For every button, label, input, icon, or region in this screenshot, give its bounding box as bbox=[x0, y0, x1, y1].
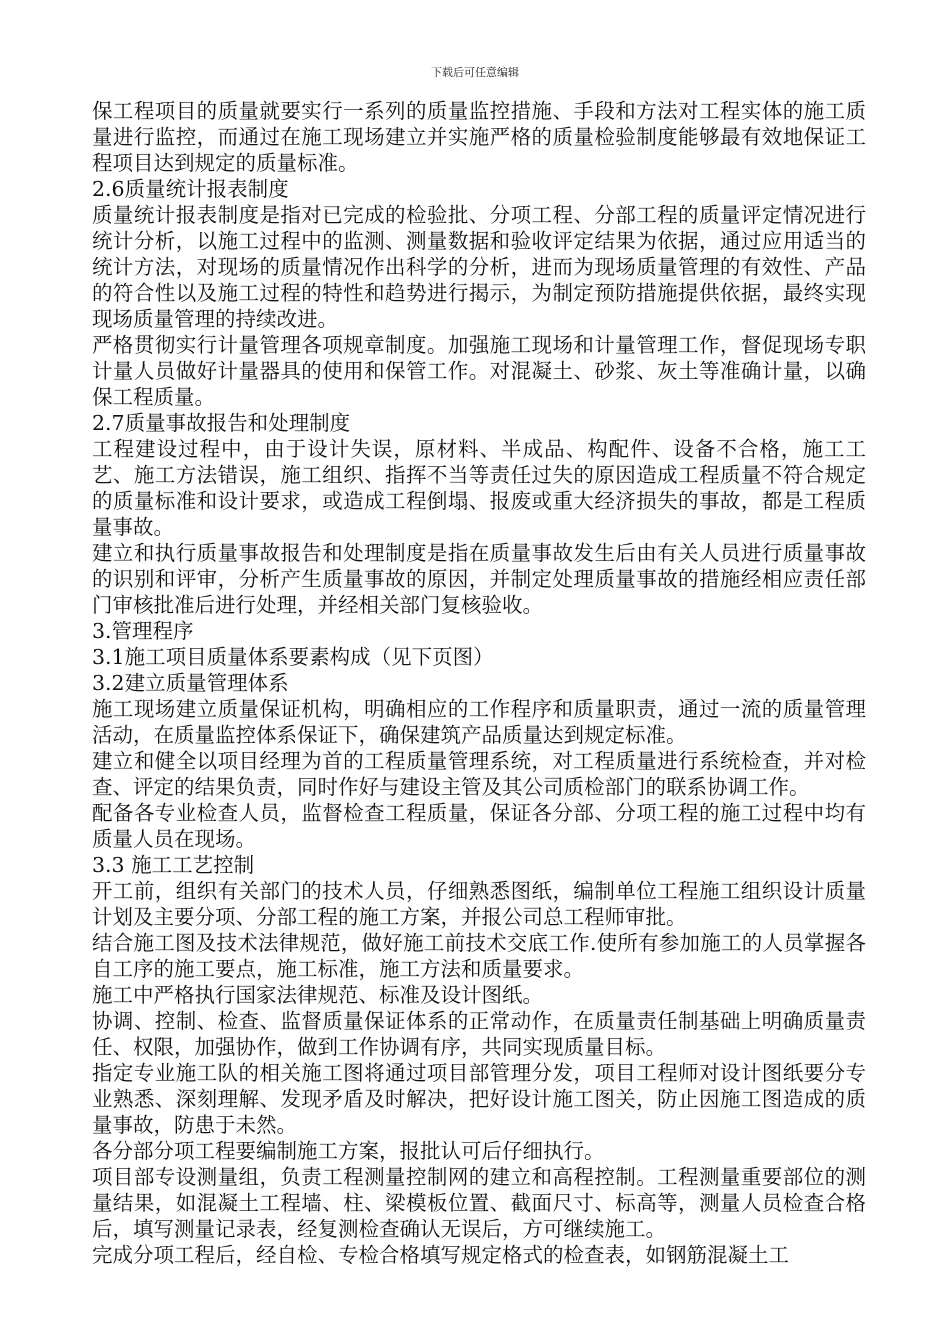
paragraph: 工程建设过程中，由于设计失误，原材料、半成品、构配件、设备不合格，施工工艺、施工方法错误，施工组织、指挥不当等责任过失的原因造成工程质量不符合规定的质量标准和设计要求，或造成工程倒塌、报废或重大经济损失的事故，都是工程质量事故。 bbox=[92, 437, 866, 539]
section-heading: 3.2建立质量管理体系 bbox=[92, 671, 289, 695]
section-heading: 2.7质量事故报告和处理制度 bbox=[92, 411, 351, 435]
paragraph: 开工前，组织有关部门的技术人员，仔细熟悉图纸，编制单位工程施工组织设计质量计划及主要分项、分部工程的施工方案，并报公司总工程师审批。 bbox=[92, 879, 866, 929]
document-body bbox=[92, 98, 866, 1268]
paragraph: 指定专业施工队的相关施工图将通过项目部管理分发，项目工程师对设计图纸要分专业熟悉、深刻理解、发现矛盾及时解决，把好设计施工图关，防止因施工图造成的质量事故，防患于未然。 bbox=[92, 1061, 866, 1137]
paragraph: 施工中严格执行国家法律规范、标准及设计图纸。 bbox=[92, 983, 543, 1007]
paragraph: 质量统计报表制度是指对已完成的检验批、分项工程、分部工程的质量评定情况进行统计分析，以施工过程中的监测、测量数据和验收评定结果为依据，通过应用适当的统计方法，对现场的质量情况作出科学的分析，进而为现场质量管理的有效性、产品的符合性以及施工过程的特性和趋势进行揭示，为制定预防措施提供依据，最终实现现场质量管理的持续改进。 bbox=[92, 203, 866, 331]
paragraph: 协调、控制、检查、监督质量保证体系的正常动作，在质量责任制基础上明确质量责任、权限，加强协作，做到工作协调有序，共同实现质量目标。 bbox=[92, 1009, 866, 1059]
paragraph: 建立和执行质量事故报告和处理制度是指在质量事故发生后由有关人员进行质量事故的识别和评审，分析产生质量事故的原因，并制定处理质量事故的措施经相应责任部门审核批准后进行处理，并经相关部门复核验收。 bbox=[92, 541, 866, 617]
paragraph: 建立和健全以项目经理为首的工程质量管理系统，对工程质量进行系统检查，并对检查、评定的结果负责，同时作好与建设主管及其公司质检部门的联系协调工作。 bbox=[92, 749, 866, 799]
section-heading: 3.3 施工工艺控制 bbox=[92, 853, 255, 877]
section-heading: 2.6质量统计报表制度 bbox=[92, 177, 289, 201]
paragraph: 严格贯彻实行计量管理各项规章制度。加强施工现场和计量管理工作，督促现场专职计量人员做好计量器具的使用和保管工作。对混凝土、砂浆、灰土等准确计量，以确保工程质量。 bbox=[92, 333, 866, 409]
paragraph: 各分部分项工程要编制施工方案，报批认可后仔细执行。 bbox=[92, 1139, 605, 1163]
paragraph: 配备各专业检查人员，监督检查工程质量，保证各分部、分项工程的施工过程中均有质量人员在现场。 bbox=[92, 801, 866, 851]
section-heading: 3.1施工项目质量体系要素构成（见下页图） bbox=[92, 645, 494, 669]
paragraph: 结合施工图及技术法律规范，做好施工前技术交底工作.使所有参加施工的人员掌握各自工序的施工要点，施工标准，施工方法和质量要求。 bbox=[92, 931, 866, 981]
paragraph: 施工现场建立质量保证机构，明确相应的工作程序和质量职责，通过一流的质量管理活动，在质量监控体系保证下，确保建筑产品质量达到规定标准。 bbox=[92, 697, 866, 747]
paragraph: 完成分项工程后，经自检、专检合格填写规定格式的检查表，如钢筋混凝土工 bbox=[92, 1243, 789, 1267]
paragraph: 保工程项目的质量就要实行一系列的质量监控措施、手段和方法对工程实体的施工质量进行监控，而通过在施工现场建立并实施严格的质量检验制度能够最有效地保证工程项目达到规定的质量标准。 bbox=[92, 99, 866, 175]
page-header: 下载后可任意编辑 bbox=[431, 66, 519, 79]
paragraph: 项目部专设测量组，负责工程测量控制网的建立和高程控制。工程测量重要部位的测量结果，如混凝土工程墙、柱、梁模板位置、截面尺寸、标高等，测量人员检查合格后，填写测量记录表，经复测检查确认无误后，方可继续施工。 bbox=[92, 1165, 866, 1241]
section-heading: 3.管理程序 bbox=[92, 619, 194, 643]
